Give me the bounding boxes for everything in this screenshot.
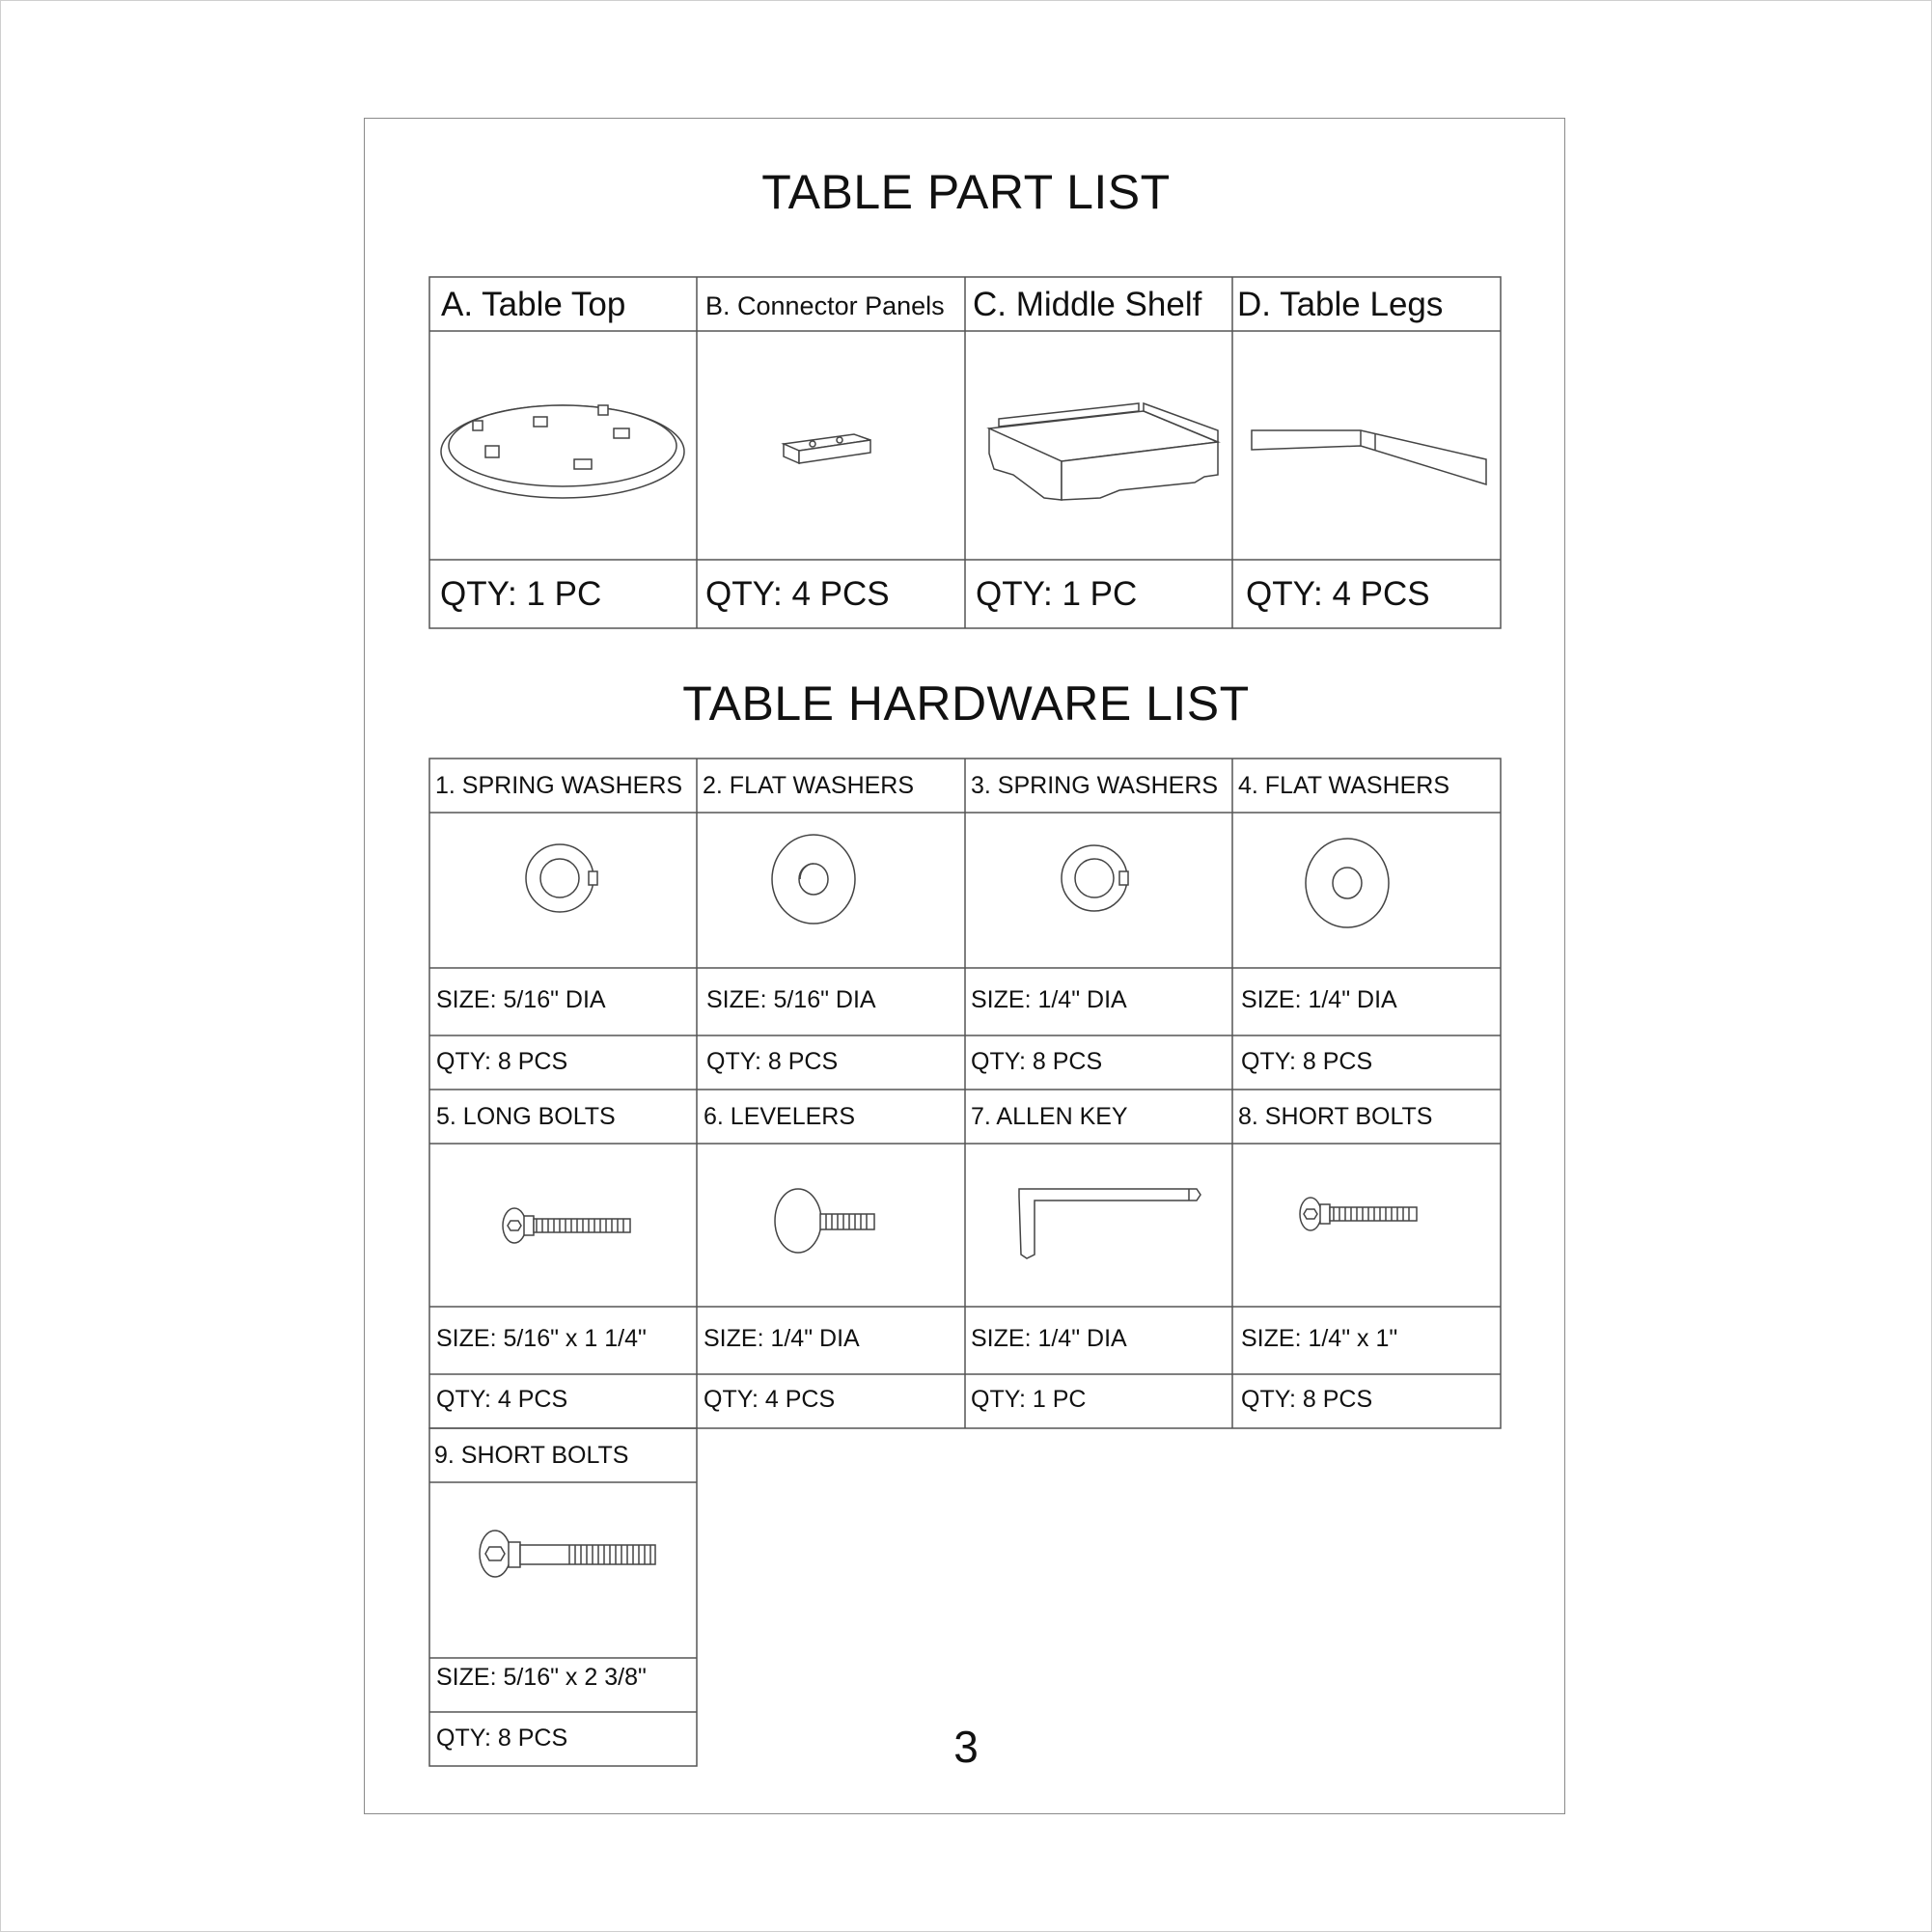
hw-1-size: SIZE: 5/16" DIA (436, 986, 606, 1013)
hardware-title: TABLE HARDWARE LIST (682, 676, 1250, 731)
hw-2-name: 2. FLAT WASHERS (703, 772, 915, 799)
hw-8-name: 8. SHORT BOLTS (1238, 1103, 1433, 1130)
hw-9-size: SIZE: 5/16" x 2 3/8" (436, 1664, 647, 1691)
parts-title: TABLE PART LIST (761, 165, 1171, 219)
hw-9-name: 9. SHORT BOLTS (434, 1442, 629, 1469)
short-bolt-icon (1300, 1198, 1417, 1230)
hw-1-qty: QTY: 8 PCS (436, 1048, 568, 1075)
hw-8-qty: QTY: 8 PCS (1241, 1386, 1373, 1413)
part-c-qty: QTY: 1 PC (976, 575, 1138, 613)
hw-1-name: 1. SPRING WASHERS (435, 772, 683, 799)
hw-5-size: SIZE: 5/16" x 1 1/4" (436, 1325, 647, 1352)
spring-washer-icon (526, 844, 597, 912)
bolt-icon (480, 1531, 655, 1577)
hw-3-qty: QTY: 8 PCS (971, 1048, 1103, 1075)
long-bolt-icon (503, 1208, 630, 1243)
hw-6-qty: QTY: 4 PCS (704, 1386, 836, 1413)
hw-2-qty: QTY: 8 PCS (706, 1048, 839, 1075)
hw-5-qty: QTY: 4 PCS (436, 1386, 568, 1413)
spring-washer-icon (1062, 845, 1128, 911)
part-b-qty: QTY: 4 PCS (705, 575, 890, 613)
hw-7-size: SIZE: 1/4" DIA (971, 1325, 1127, 1352)
hw-5-name: 5. LONG BOLTS (436, 1103, 616, 1130)
part-c-name: C. Middle Shelf (973, 286, 1202, 323)
part-d-qty: QTY: 4 PCS (1246, 575, 1430, 613)
page-number: 3 (953, 1722, 979, 1772)
hw-4-size: SIZE: 1/4" DIA (1241, 986, 1397, 1013)
hw-3-size: SIZE: 1/4" DIA (971, 986, 1127, 1013)
part-a-name: A. Table Top (441, 286, 626, 323)
hw-9-qty: QTY: 8 PCS (436, 1725, 568, 1752)
hw-4-name: 4. FLAT WASHERS (1238, 772, 1450, 799)
hw-8-size: SIZE: 1/4" x 1" (1241, 1325, 1398, 1352)
hw-3-name: 3. SPRING WASHERS (971, 772, 1219, 799)
hw-7-name: 7. ALLEN KEY (971, 1103, 1128, 1130)
leveler-icon (775, 1189, 874, 1253)
allen-key-icon (1019, 1189, 1201, 1258)
hw-2-size: SIZE: 5/16" DIA (706, 986, 876, 1013)
flat-washer-icon (1306, 839, 1389, 927)
hw-6-name: 6. LEVELERS (704, 1103, 856, 1130)
part-d-name: D. Table Legs (1237, 286, 1444, 323)
part-b-name: B. Connector Panels (705, 291, 945, 320)
hw-7-qty: QTY: 1 PC (971, 1386, 1087, 1413)
part-a-qty: QTY: 1 PC (440, 575, 602, 613)
hw-4-qty: QTY: 8 PCS (1241, 1048, 1373, 1075)
flat-washer-icon (772, 835, 855, 924)
hw-6-size: SIZE: 1/4" DIA (704, 1325, 860, 1352)
